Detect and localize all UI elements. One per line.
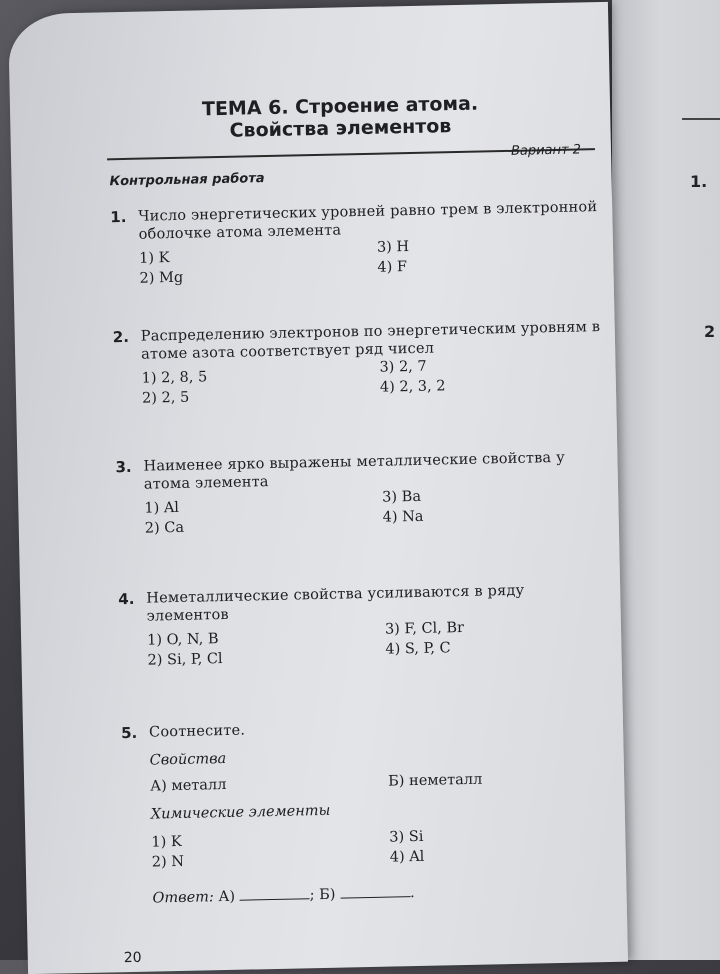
option: 4) F <box>377 259 408 276</box>
next-page-rule <box>682 118 720 120</box>
task-question: Неметаллические свойства усиливаются в ряду элементов <box>146 582 525 625</box>
answer-b-blank[interactable] <box>340 884 410 898</box>
task-question: Распределению электронов по энергетическим уровням в атоме азота соответствует ряд чисел <box>140 319 601 363</box>
page-number: 20 <box>123 949 142 967</box>
task-5 <box>121 714 615 908</box>
workbook-page <box>8 2 628 974</box>
task-options <box>146 619 610 672</box>
answer-line <box>152 880 614 908</box>
task-4 <box>118 580 610 672</box>
option: 2) Mg <box>139 269 184 287</box>
option: 4) 2, 3, 2 <box>379 378 446 396</box>
element-option: 3) Si <box>389 828 424 846</box>
page-title <box>140 91 541 143</box>
option: 2) 2, 5 <box>141 389 190 407</box>
task-number: 4. <box>118 589 135 609</box>
next-page-task-number: 1. <box>690 172 708 191</box>
answer-a-label: А) <box>218 888 236 906</box>
element-option: 2) N <box>151 853 185 871</box>
option: 1) Al <box>144 499 180 517</box>
element-option: 1) K <box>151 833 182 851</box>
answer-b-label: Б) <box>319 886 336 904</box>
properties-label: Свойства <box>149 750 227 769</box>
task-question: Наименее ярко выражены металлические свойства у атома элемента <box>143 449 566 493</box>
task-number: 5. <box>120 723 138 743</box>
task-2 <box>113 318 605 410</box>
property-option: Б) неметалл <box>387 771 483 790</box>
work-title: Контрольная работа <box>109 171 265 190</box>
option: 3) H <box>376 239 410 256</box>
answer-label: Ответ: <box>152 889 215 907</box>
option: 1) O, N, B <box>146 631 219 649</box>
answer-separator: ; <box>309 887 315 904</box>
next-page-task-number: 2 <box>704 322 716 341</box>
task-number: 3. <box>115 457 132 477</box>
option: 3) Ba <box>382 488 422 506</box>
option: 1) 2, 8, 5 <box>141 369 208 387</box>
title-line-1: ТЕМА 6. Строение атома. <box>201 92 479 121</box>
task-options <box>144 490 607 540</box>
title-line-2: Свойства элементов <box>229 115 452 142</box>
element-option: 4) Al <box>389 848 425 866</box>
task-number: 1. <box>110 207 127 227</box>
option: 3) F, Cl, Br <box>384 619 465 638</box>
option: 2) Si, P, Cl <box>147 651 223 669</box>
option: 4) S, P, C <box>385 640 451 658</box>
task-1 <box>110 198 602 290</box>
variant-label: Вариант 2 <box>510 142 582 159</box>
task-question: Число энергетических уровней равно трем в электронной оболочке атома элемента <box>138 199 598 243</box>
option: 4) Na <box>382 508 424 526</box>
option: 3) 2, 7 <box>379 358 427 376</box>
task-question: Соотнесите. <box>148 722 246 741</box>
properties-list <box>150 768 612 800</box>
task-options <box>141 360 604 410</box>
task-number: 2. <box>112 327 130 347</box>
option: 2) Ca <box>144 519 185 537</box>
answer-a-blank[interactable] <box>240 886 310 900</box>
elements-label: Химические элементы <box>150 802 331 823</box>
elements-list <box>151 824 614 874</box>
option: 1) K <box>138 250 170 267</box>
task-options <box>139 240 602 290</box>
answer-end: . <box>409 885 415 902</box>
property-option: А) металл <box>150 776 227 795</box>
next-page <box>612 0 720 960</box>
task-3 <box>115 448 607 540</box>
